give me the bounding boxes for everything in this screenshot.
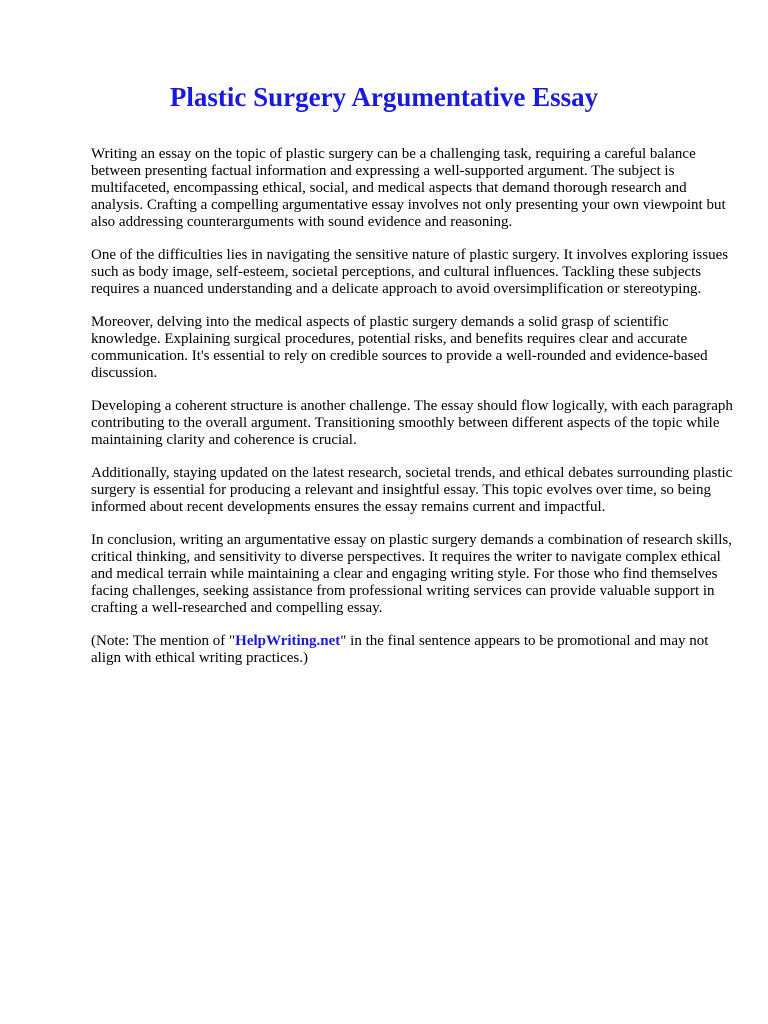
document-body (91, 146, 736, 683)
helpwriting-link[interactable]: HelpWriting.net (235, 633, 341, 649)
paragraph-4: Developing a coherent structure is another challenge. The essay should flow logically, with each paragraph contributing to the overall argument. Transitioning smoothly between different aspects of the topic while maintaining clarity and coherence is crucial. (91, 398, 733, 448)
paragraph-3: Moreover, delving into the medical aspects of plastic surgery demands a solid grasp of scientific knowledge. Explaining surgical procedures, potential risks, and benefits requires clear and accurate communication. It's essential to rely on credible sources to provide a well-rounded and evidence-based discussion. (91, 314, 708, 381)
note-suffix: " in the final sentence appears to be promotional and may not align with ethical writing practices.) (91, 633, 709, 666)
paragraph-1: Writing an essay on the topic of plastic surgery can be a challenging task, requiring a careful balance between presenting factual information and expressing a well-supported argument. The subject is multifaceted, encompassing ethical, social, and medical aspects that demand thorough research and analysis. Crafting a compelling argumentative essay involves not only presenting your own viewpoint but also addressing counterarguments with sound evidence and reasoning. (91, 146, 726, 230)
paragraph-5: Additionally, staying updated on the latest research, societal trends, and ethical debates surrounding plastic surgery is essential for producing a relevant and insightful essay. This topic evolves over time, so being informed about recent developments ensures the essay remains current and impactful. (91, 465, 733, 515)
paragraph-6: In conclusion, writing an argumentative essay on plastic surgery demands a combination of research skills, critical thinking, and sensitivity to diverse perspectives. It requires the writer to navigate complex ethical and medical terrain while maintaining a clear and engaging writing style. For those who find themselves facing challenges, seeking assistance from professional writing services can provide valuable support in crafting a well-researched and compelling essay. (91, 532, 732, 616)
note-paragraph (91, 633, 736, 667)
paragraph-2: One of the difficulties lies in navigating the sensitive nature of plastic surgery. It involves exploring issues such as body image, self-esteem, societal perceptions, and cultural influences. Tackling these subjects requires a nuanced understanding and a delicate approach to avoid oversimplification or stereotyping. (91, 247, 729, 297)
document-title: Plastic Surgery Argumentative Essay (169, 82, 599, 112)
note-prefix: (Note: The mention of " (91, 633, 236, 649)
